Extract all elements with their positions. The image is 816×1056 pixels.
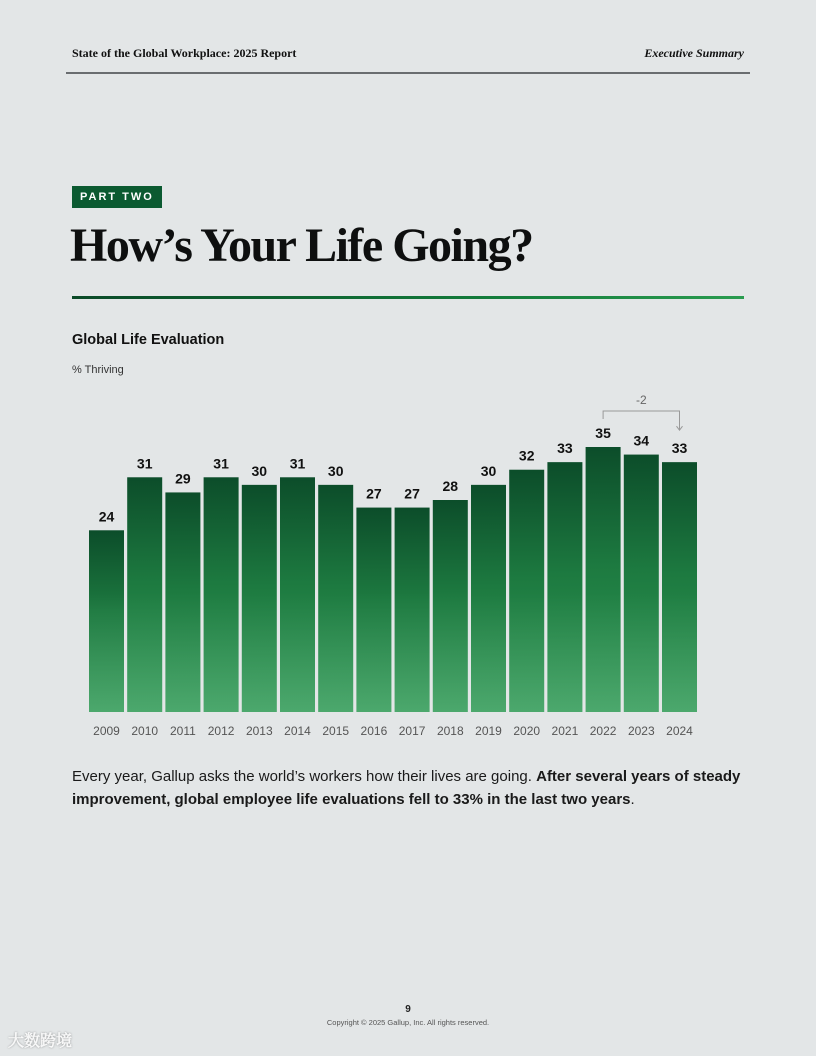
body-end: .: [630, 791, 635, 808]
bar-value-label-2015: 30: [327, 462, 344, 479]
x-tick-label-2012: 2012: [207, 724, 235, 738]
bar-photo-overlay-2024: [662, 592, 697, 712]
bar-photo-overlay-2012: [204, 592, 239, 712]
x-tick-label-2016: 2016: [360, 724, 388, 738]
watermark-logo: 大数跨境: [8, 1033, 73, 1050]
bar-photo-overlay-2023: [624, 592, 659, 712]
bar-value-label-2019: 30: [480, 462, 497, 479]
bar-photo-overlay-2019: [471, 592, 506, 712]
bar-photo-overlay-2009: [89, 592, 124, 712]
bar-value-label-2022: 35: [595, 425, 611, 441]
bar-photo-overlay-2022: [586, 592, 621, 712]
bar-photo-overlay-2011: [165, 592, 200, 712]
body-emphasis: After several years of steady improvement, global employee life evaluations fell to 33% in the last two years: [72, 768, 741, 808]
body-intro: Every year, Gallup asks the world’s workers how their lives are going.: [72, 768, 532, 785]
bar-value-label-2013: 30: [251, 462, 268, 479]
bar-value-label-2018: 28: [442, 478, 459, 494]
x-tick-label-2021: 2021: [551, 724, 579, 738]
bar-value-label-2012: 31: [213, 455, 229, 472]
chart-title: Global Life Evaluation: [72, 332, 225, 348]
bar-value-label-2017: 27: [404, 485, 420, 502]
bar-value-label-2014: 31: [289, 455, 306, 472]
x-tick-label-2022: 2022: [589, 724, 617, 738]
x-tick-label-2010: 2010: [131, 724, 159, 738]
change-bracket: [603, 411, 679, 430]
bar-value-label-2021: 33: [557, 440, 573, 457]
bar-photo-overlay-2013: [242, 592, 277, 712]
x-tick-label-2013: 2013: [245, 724, 273, 738]
bar-photo-overlay-2014: [280, 592, 315, 712]
change-annotation-label: -2: [635, 393, 647, 407]
x-tick-label-2023: 2023: [627, 724, 655, 738]
page-title: How’s Your Life Going?: [70, 219, 533, 272]
x-tick-label-2019: 2019: [475, 724, 502, 738]
page-number: 9: [405, 1004, 411, 1015]
running-header: [72, 46, 744, 62]
section-title: Executive Summary: [644, 46, 744, 60]
report-title: State of the Global Workplace: 2025 Report: [72, 46, 297, 60]
x-tick-label-2018: 2018: [436, 724, 464, 738]
life-evaluation-bar-chart: [0, 380, 816, 750]
copyright: Copyright © 2025 Gallup, Inc. All rights reserved.: [326, 1018, 490, 1027]
bar-photo-overlay-2020: [509, 592, 544, 712]
bar-value-label-2020: 32: [518, 447, 535, 464]
body-paragraph: [72, 765, 744, 811]
bar-photo-overlay-2017: [395, 592, 430, 712]
x-tick-label-2011: 2011: [169, 724, 196, 738]
bar-value-label-2016: 27: [366, 485, 382, 502]
x-tick-label-2015: 2015: [322, 724, 350, 738]
bar-value-label-2011: 29: [175, 470, 191, 487]
bar-value-label-2010: 31: [136, 455, 153, 472]
x-tick-label-2014: 2014: [284, 724, 311, 738]
title-divider: [72, 296, 744, 299]
header-divider: [66, 72, 750, 74]
bar-photo-overlay-2016: [356, 592, 391, 712]
part-badge: PART TWO: [72, 186, 162, 208]
chart-subtitle: % Thriving: [72, 364, 124, 376]
bar-photo-overlay-2010: [127, 592, 162, 712]
bar-value-label-2024: 33: [671, 440, 688, 457]
bar-photo-overlay-2015: [318, 592, 353, 712]
bar-photo-overlay-2018: [433, 592, 468, 712]
bar-value-label-2009: 24: [98, 508, 115, 525]
x-tick-label-2024: 2024: [666, 724, 693, 738]
x-tick-label-2009: 2009: [93, 724, 120, 738]
bar-photo-overlay-2021: [547, 592, 582, 712]
x-tick-label-2020: 2020: [513, 724, 541, 738]
x-tick-label-2017: 2017: [398, 724, 426, 738]
bar-value-label-2023: 34: [633, 432, 650, 449]
